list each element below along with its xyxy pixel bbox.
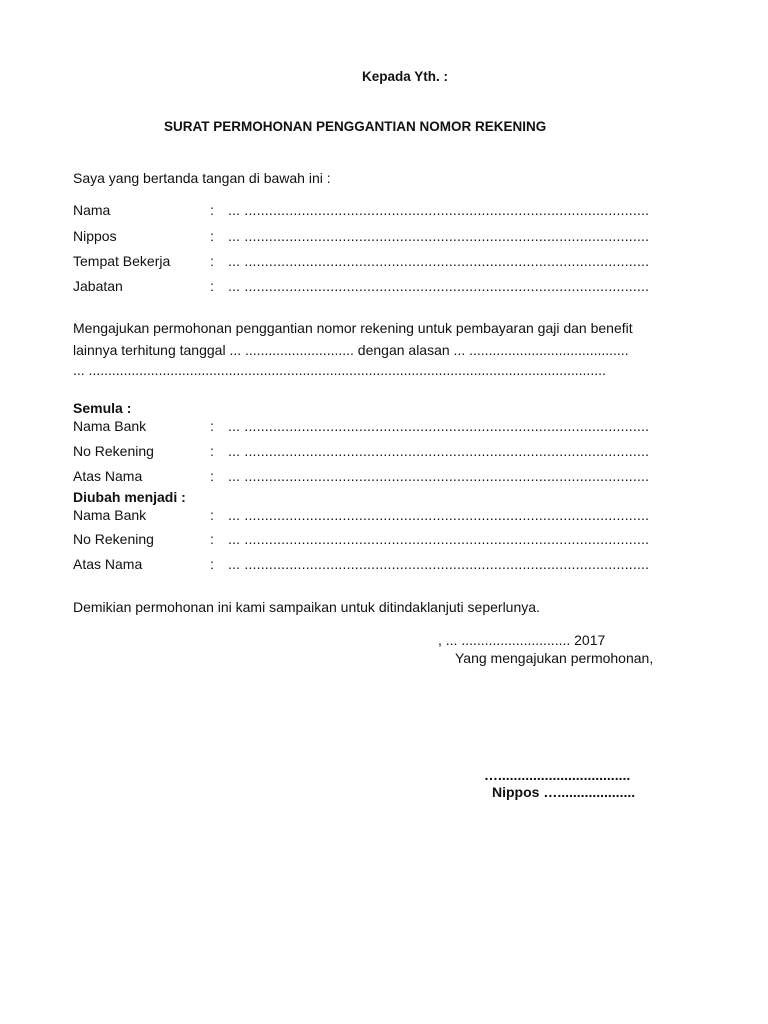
field-blank-jabatan: ... ...................................................................................................	[228, 278, 650, 294]
field-blank-no-rekening: ... ...................................................................................................	[228, 531, 650, 547]
section-heading-diubah-menjadi: Diubah menjadi :	[73, 489, 186, 505]
closing-text: Demikian permohonan ini kami sampaikan untuk ditindaklanjuti seperlunya.	[73, 599, 540, 615]
request-line-1: Mengajukan permohonan penggantian nomor rekening untuk pembayaran gaji dan benefit	[73, 320, 633, 336]
field-blank-atas-nama: ... ...................................................................................................	[228, 468, 650, 484]
field-colon: :	[210, 507, 214, 523]
field-label-nama-bank: Nama Bank	[73, 507, 147, 523]
field-colon: :	[210, 228, 214, 244]
field-colon: :	[210, 443, 214, 459]
signature-name-line: …..................................	[484, 767, 631, 783]
field-blank-nama-bank: ... ...................................................................................................	[228, 507, 650, 523]
field-colon: :	[210, 556, 214, 572]
field-colon: :	[210, 418, 214, 434]
field-label-nama-bank: Nama Bank	[73, 418, 147, 434]
field-label-no-rekening: No Rekening	[73, 531, 154, 547]
field-label-tempat-bekerja: Tempat Bekerja	[73, 253, 171, 269]
field-colon: :	[210, 278, 214, 294]
intro-text: Saya yang bertanda tangan di bawah ini :	[73, 170, 331, 186]
field-label-atas-nama: Atas Nama	[73, 468, 143, 484]
field-blank-nama-bank: ... ...................................................................................................	[228, 418, 650, 434]
request-line-2: lainnya terhitung tanggal ... ............................ dengan alasan ... .........................................	[73, 342, 629, 358]
field-label-atas-nama: Atas Nama	[73, 556, 143, 572]
field-blank-nippos: ... ...................................................................................................	[228, 228, 650, 244]
field-colon: :	[210, 468, 214, 484]
field-label-jabatan: Jabatan	[73, 278, 123, 294]
field-colon: :	[210, 202, 214, 218]
signature-nippos-line: Nippos …....................	[492, 784, 636, 800]
letter-title: SURAT PERMOHONAN PENGGANTIAN NOMOR REKENING	[164, 119, 547, 134]
field-label-nama: Nama	[73, 202, 111, 218]
recipient-heading: Kepada Yth. :	[362, 69, 449, 84]
field-label-nippos: Nippos	[73, 228, 117, 244]
field-blank-atas-nama: ... ...................................................................................................	[228, 556, 650, 572]
field-label-no-rekening: No Rekening	[73, 443, 154, 459]
field-blank-no-rekening: ... ...................................................................................................	[228, 443, 650, 459]
section-heading-semula: Semula :	[73, 400, 132, 416]
request-line-3: ... .....................................................................................................................................	[73, 362, 606, 378]
date-line: , ... ............................ 2017	[438, 632, 606, 648]
applicant-label: Yang mengajukan permohonan,	[455, 650, 654, 666]
field-colon: :	[210, 253, 214, 269]
field-colon: :	[210, 531, 214, 547]
field-blank-tempat-bekerja: ... ...................................................................................................	[228, 253, 650, 269]
field-blank-nama: ... ...................................................................................................	[228, 202, 650, 218]
